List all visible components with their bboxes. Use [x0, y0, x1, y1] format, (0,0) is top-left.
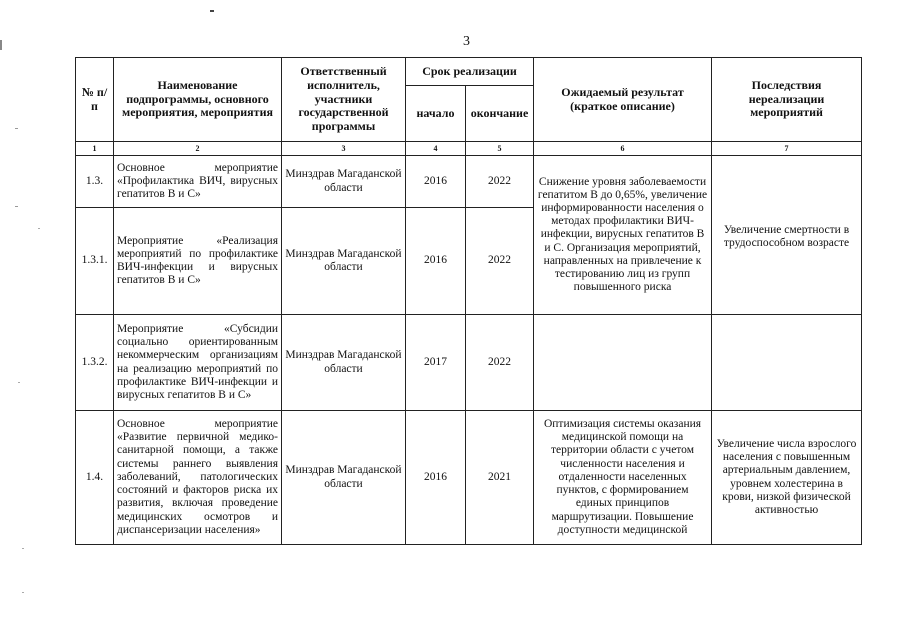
header-result: Ожидаемый результат (краткое описание) [534, 58, 712, 142]
result-merged: Снижение уровня заболеваемости гепатитом В до 0,65%, увеличение информированности населения о методах профилактики ВИЧ-инфекции, вирусных гепатитов В и С. Организация мероприятий, направленных на привлечение к тестированию лиц из групп повышенного риска [534, 156, 712, 315]
row-number: 1.3.2. [76, 315, 114, 411]
row-end: 2022 [466, 156, 534, 208]
row-result [534, 315, 712, 411]
row-executor: Минздрав Магаданской области [282, 315, 406, 411]
row-executor: Минздрав Магаданской области [282, 411, 406, 545]
row-name: Основное мероприятие «Развитие первичной медико-санитарной помощи, а также системы раннего выявления заболеваний, патологических состояний и факторов риска их развития, включая проведение медицинских осмотров и диспансеризации населения» [114, 411, 282, 545]
row-start: 2016 [406, 208, 466, 315]
program-table [75, 57, 862, 545]
header-num: № п/п [76, 58, 114, 142]
row-start: 2016 [406, 156, 466, 208]
table-row [76, 315, 862, 411]
row-executor: Минздрав Магаданской области [282, 156, 406, 208]
row-name: Мероприятие «Реализация мероприятий по профилактике ВИЧ-инфекции и вирусных гепатитов В и С» [114, 208, 282, 315]
row-name: Основное мероприятие «Профилактика ВИЧ, вирусных гепатитов В и С» [114, 156, 282, 208]
header-executor: Ответственный исполнитель, участники государственной программы [282, 58, 406, 142]
row-number: 1.4. [76, 411, 114, 545]
header-end: окончание [466, 86, 534, 142]
row-consequence: Увеличение числа взрослого населения с повышенным артериальным давлением, уровнем холестерина в крови, низкой физической активностью [712, 411, 862, 545]
row-name: Мероприятие «Субсидии социально ориентированным некоммерческим организациям на реализацию мероприятий по профилактике ВИЧ-инфекции и вирусных гепатитов В и С» [114, 315, 282, 411]
row-number: 1.3.1. [76, 208, 114, 315]
row-start: 2017 [406, 315, 466, 411]
col-number: 1 [76, 142, 114, 156]
col-number: 5 [466, 142, 534, 156]
column-numbers-row [76, 142, 862, 156]
row-start: 2016 [406, 411, 466, 545]
col-number: 7 [712, 142, 862, 156]
page-number: 3 [463, 34, 470, 49]
row-end: 2022 [466, 208, 534, 315]
col-number: 3 [282, 142, 406, 156]
row-end: 2021 [466, 411, 534, 545]
header-period: Срок реализации [406, 58, 534, 86]
col-number: 4 [406, 142, 466, 156]
consequence-merged: Увеличение смертности в трудоспособном возрасте [712, 156, 862, 315]
row-consequence [712, 315, 862, 411]
row-number: 1.3. [76, 156, 114, 208]
table-row [76, 156, 862, 208]
header-consequence: Последствия нереализации мероприятий [712, 58, 862, 142]
header-name: Наименование подпрограммы, основного мероприятия, мероприятия [114, 58, 282, 142]
row-executor: Минздрав Магаданской области [282, 208, 406, 315]
col-number: 2 [114, 142, 282, 156]
table-row [76, 411, 862, 545]
header-start: начало [406, 86, 466, 142]
col-number: 6 [534, 142, 712, 156]
row-result: Оптимизация системы оказания медицинской помощи на территории области с учетом численности населения и отдаленности населенных пунктов, с формированием единых принципов маршрутизации. Повышение доступности медицинской [534, 411, 712, 545]
row-end: 2022 [466, 315, 534, 411]
